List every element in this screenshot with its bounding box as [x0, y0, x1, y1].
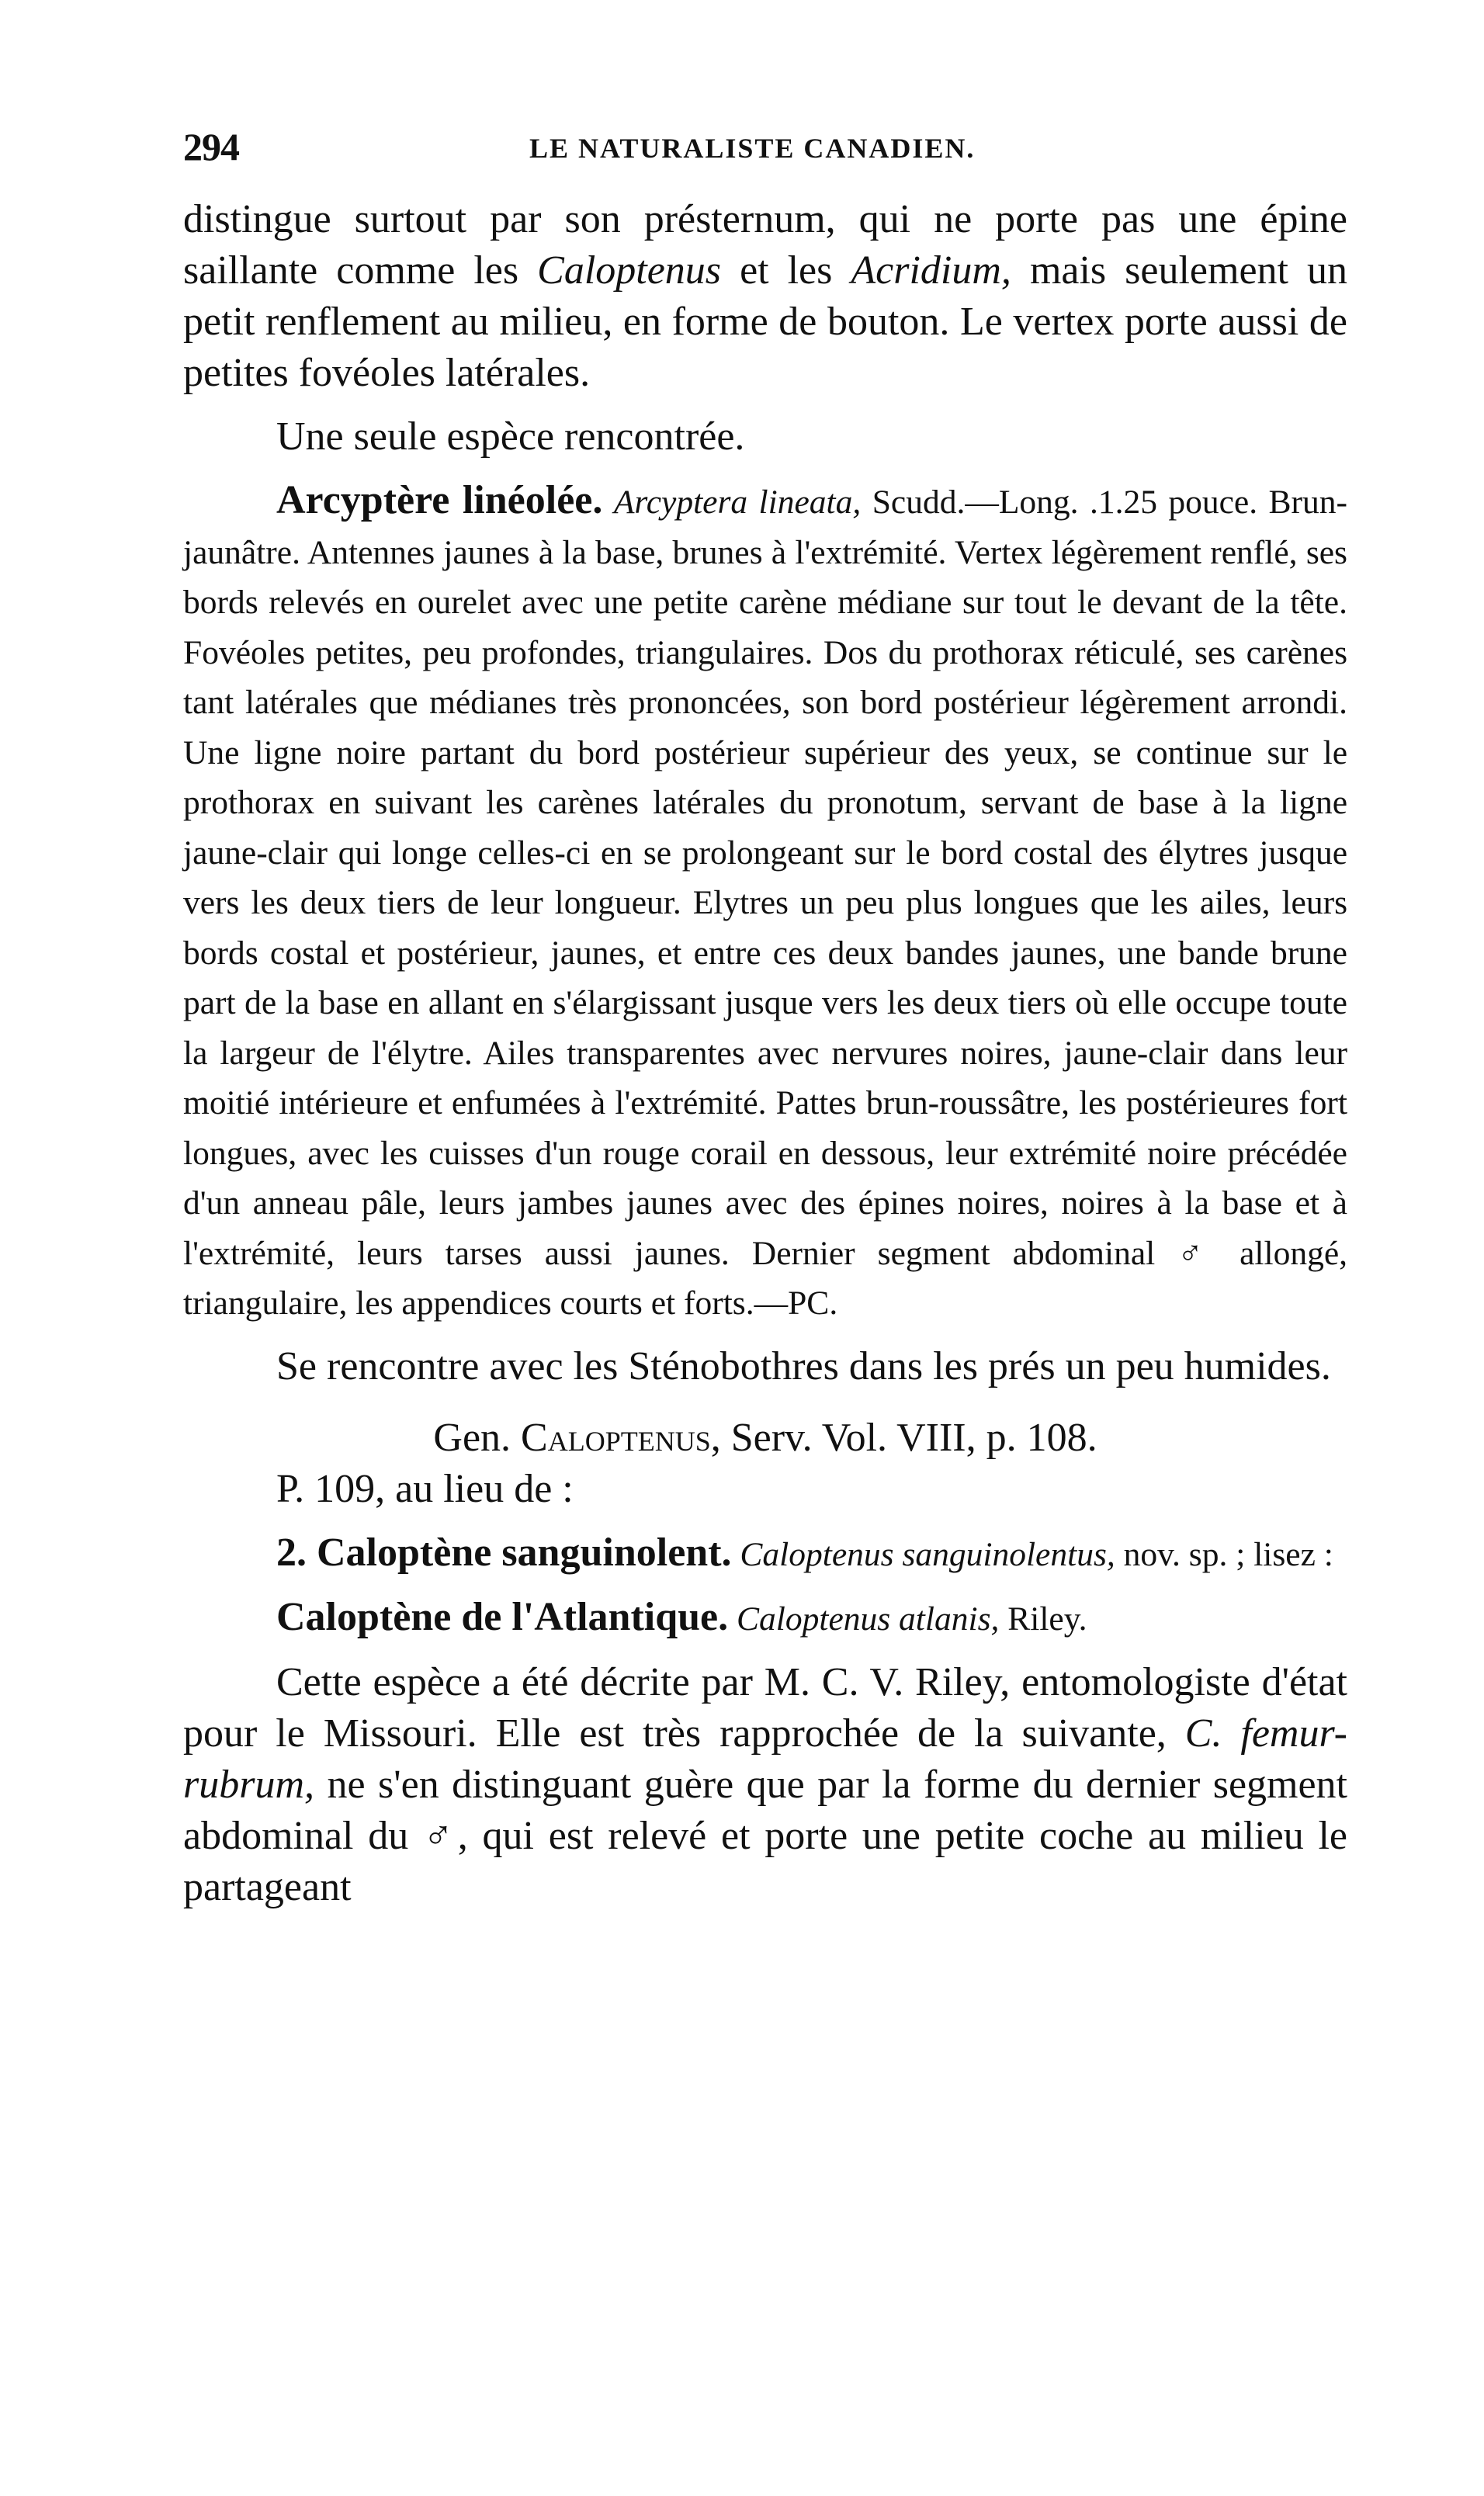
species-common-name: 2. Caloptène sanguinolent.	[276, 1530, 732, 1575]
species-scientific-name: Caloptenus sanguinolentus,	[740, 1535, 1115, 1573]
page-number: 294	[183, 125, 239, 168]
page-header	[183, 124, 1347, 179]
species-common-name: Caloptène de l'Atlantique.	[276, 1595, 729, 1639]
species-scientific-name: C. femur-rubrum,	[183, 1711, 1347, 1807]
page-body	[183, 194, 1347, 1913]
species-scientific-name: Arcyptera lineata,	[613, 484, 862, 521]
species-scientific-name: Caloptenus atlanis,	[737, 1600, 1000, 1638]
species-description-arcyptere: Arcyptère linéolée. Arcyptera lineata, Scudd.—Long. .1.25 pouce. Brun-jaunâtre. Antennes jaunes à la base, brunes à l'extrémité. Vertex légèrement renflé, ses bords relevés en ourelet avec une petite carène médiane sur tout le devant de la tête. Fovéoles petites, peu profondes, triangulaires. Dos du prothorax réticulé, ses carènes tant latérales que médianes très prononcées, son bord postérieur légèrement arrondi. Une ligne noire partant du bord postérieur supérieur des yeux, se continue sur le prothorax en suivant les carènes latérales du pronotum, servant de base à la ligne jaune-clair qui longe celles-ci en se prolongeant sur le bord costal des élytres jusque vers les deux tiers de leur longueur. Elytres un peu plus longues que les ailes, leurs bords costal et postérieur, jaunes, et entre ces deux bandes jaunes, une bande brune part de la base en allant en s'élargissant jusque vers les deux tiers où elle occupe toute la largeur de l'élytre. Ailes transparentes avec nervures noires, jaune-clair dans leur moitié intérieure et enfumées à l'extrémité. Pattes brun-roussâtre, les postérieures fort longues, avec les cuisses d'un rouge corail en dessous, leur extrémité noire précédée d'un anneau pâle, leurs jambes jaunes avec des épines noires, noires à la base et à l'extrémité, leurs tarses aussi jaunes. Dernier segment abdominal ♂ allongé, triangulaire, les appendices courts et forts.—PC.	[183, 478, 1348, 1322]
erratum-old-name: 2. Caloptène sanguinolent. Caloptenus sanguinolentus, nov. sp. ; lisez :	[276, 1530, 1333, 1575]
species-common-name: Arcyptère linéolée.	[276, 478, 603, 522]
genus-name: Acridium,	[851, 248, 1011, 293]
paragraph-habitat: Se rencontre avec les Sténobothres dans les prés un peu humides.	[276, 1343, 1331, 1388]
genus-name: Caloptenus	[521, 1415, 711, 1460]
genus-name: Caloptenus	[537, 248, 722, 293]
running-title: LE NATURALISTE CANADIEN.	[529, 133, 976, 164]
paragraph-species-notes: Cette espèce a été décrite par M. C. V. Riley, entomologiste d'état pour le Missouri. Elle est très rapprochée de la suivante, C. femur-rubrum, ne s'en distinguant guère que par la forme du dernier segment abdominal du ♂, qui est relevé et porte une petite coche au milieu le partageant	[183, 1659, 1347, 1909]
male-symbol-icon: ♂	[1177, 1234, 1218, 1272]
paragraph-continuation: distingue surtout par son présternum, qui ne porte pas une épine saillante comme les Caloptenus et les Acridium, mais seulement un petit renflement au milieu, en forme de bouton. Le vertex porte aussi de petites fovéoles latérales.	[183, 197, 1347, 395]
erratum-line: P. 109, au lieu de :	[276, 1466, 574, 1511]
paragraph-species-count: Une seule espèce rencontrée.	[276, 414, 745, 459]
genus-heading: Gen. Caloptenus, Serv. Vol. VIII, p. 108.	[433, 1415, 1097, 1460]
male-symbol-icon: ♂	[423, 1813, 458, 1858]
erratum-new-name: Caloptène de l'Atlantique. Caloptenus atlanis, Riley.	[276, 1595, 1087, 1639]
